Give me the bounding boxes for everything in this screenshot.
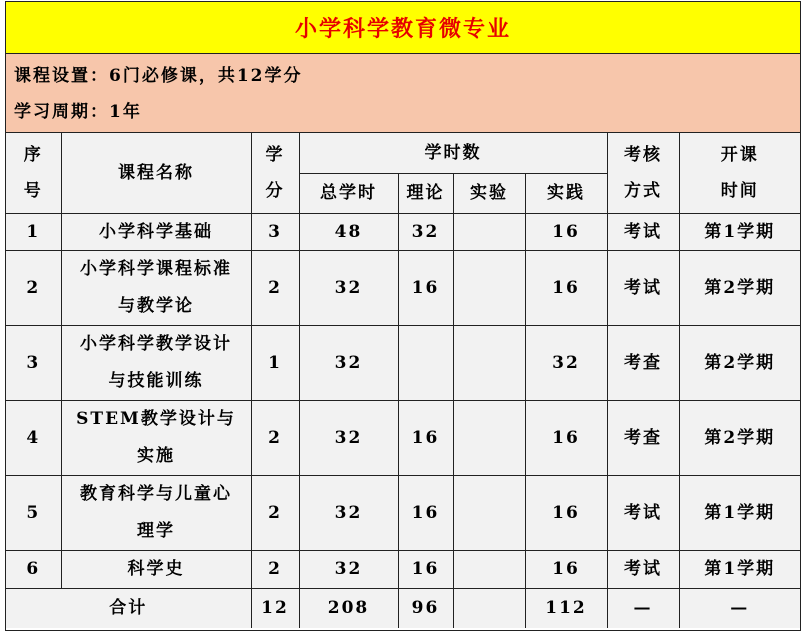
cell-practice: 16 <box>525 250 607 325</box>
cell-experiment <box>453 250 525 325</box>
totals-row <box>6 588 800 628</box>
cell-term: 第2学期 <box>679 400 800 475</box>
header-term <box>679 133 800 213</box>
cell-theory <box>398 325 453 400</box>
cell-experiment <box>453 400 525 475</box>
cell-course-name: 小学科学基础 <box>61 213 251 250</box>
header-term-top: 开课 <box>720 144 759 165</box>
cell-course-name: 小学科学课程标准与教学论 <box>61 250 251 325</box>
cell-credit: 2 <box>251 550 299 588</box>
cell-term: 第2学期 <box>679 325 800 400</box>
cell-total-theory: 96 <box>398 588 453 628</box>
cell-practice: 16 <box>525 213 607 250</box>
cell-assessment: 考查 <box>607 400 679 475</box>
cell-total-hours: 32 <box>299 475 398 550</box>
title-banner <box>6 2 800 54</box>
cell-practice: 32 <box>525 325 607 400</box>
cell-assessment: 考试 <box>607 550 679 588</box>
cell-assessment: 考查 <box>607 325 679 400</box>
header-total-hours: 总学时 <box>299 173 398 213</box>
cell-practice: 16 <box>525 550 607 588</box>
cell-theory: 16 <box>398 250 453 325</box>
table-row <box>6 213 800 250</box>
header-assess-bottom: 方式 <box>624 180 662 201</box>
cell-seq: 4 <box>6 400 61 475</box>
cell-seq: 1 <box>6 213 61 250</box>
header-hours: 学时数 <box>299 133 607 173</box>
cell-theory: 16 <box>398 550 453 588</box>
header-seq-top: 序 <box>23 144 43 165</box>
cell-assessment: 考试 <box>607 213 679 250</box>
cell-total-hours-sum: 208 <box>299 588 398 628</box>
header-row <box>6 133 800 173</box>
header-seq-bottom: 号 <box>23 180 43 201</box>
cell-credit: 2 <box>251 475 299 550</box>
cell-theory: 16 <box>398 400 453 475</box>
cell-experiment <box>453 550 525 588</box>
table-row <box>6 325 800 400</box>
cell-seq: 6 <box>6 550 61 588</box>
cell-total-experiment <box>453 588 525 628</box>
header-theory: 理论 <box>398 173 453 213</box>
header-credit-top: 学 <box>265 144 285 165</box>
course-setting-text: 课程设置：6门必修课，共12学分 <box>14 66 303 86</box>
header-practice: 实践 <box>525 173 607 213</box>
program-info <box>6 54 800 133</box>
cell-course-name: 教育科学与儿童心理学 <box>61 475 251 550</box>
course-table <box>6 133 800 628</box>
cell-credit: 2 <box>251 400 299 475</box>
cell-course-name: STEM教学设计与实施 <box>61 400 251 475</box>
cell-seq: 2 <box>6 250 61 325</box>
header-term-bottom: 时间 <box>720 180 759 201</box>
curriculum-sheet <box>5 1 801 631</box>
cell-experiment <box>453 325 525 400</box>
header-assessment <box>607 133 679 213</box>
cell-term: 第2学期 <box>679 250 800 325</box>
cell-total-term: — <box>679 588 800 628</box>
cell-assessment: 考试 <box>607 250 679 325</box>
cell-credit: 1 <box>251 325 299 400</box>
cell-theory: 16 <box>398 475 453 550</box>
table-row <box>6 475 800 550</box>
header-course-name: 课程名称 <box>61 133 251 213</box>
cell-total-practice: 112 <box>525 588 607 628</box>
header-credit <box>251 133 299 213</box>
cell-term: 第1学期 <box>679 475 800 550</box>
cell-term: 第1学期 <box>679 213 800 250</box>
cell-experiment <box>453 213 525 250</box>
cell-course-name: 科学史 <box>61 550 251 588</box>
cell-total-label: 合计 <box>6 588 251 628</box>
header-seq <box>6 133 61 213</box>
cell-seq: 5 <box>6 475 61 550</box>
study-period-text: 学习周期：1年 <box>14 102 142 122</box>
header-credit-bottom: 分 <box>265 180 285 201</box>
header-assess-top: 考核 <box>624 144 662 165</box>
cell-total-hours: 48 <box>299 213 398 250</box>
table-row <box>6 250 800 325</box>
cell-total-hours: 32 <box>299 250 398 325</box>
cell-practice: 16 <box>525 475 607 550</box>
cell-credit: 2 <box>251 250 299 325</box>
cell-theory: 32 <box>398 213 453 250</box>
cell-assessment: 考试 <box>607 475 679 550</box>
cell-practice: 16 <box>525 400 607 475</box>
cell-term: 第1学期 <box>679 550 800 588</box>
table-row <box>6 550 800 588</box>
cell-total-hours: 32 <box>299 550 398 588</box>
cell-total-credit: 12 <box>251 588 299 628</box>
header-experiment: 实验 <box>453 173 525 213</box>
cell-seq: 3 <box>6 325 61 400</box>
cell-experiment <box>453 475 525 550</box>
page-title: 小学科学教育微专业 <box>294 17 511 42</box>
cell-credit: 3 <box>251 213 299 250</box>
table-row <box>6 400 800 475</box>
cell-total-hours: 32 <box>299 325 398 400</box>
cell-total-hours: 32 <box>299 400 398 475</box>
cell-course-name: 小学科学教学设计与技能训练 <box>61 325 251 400</box>
cell-total-assessment: — <box>607 588 679 628</box>
